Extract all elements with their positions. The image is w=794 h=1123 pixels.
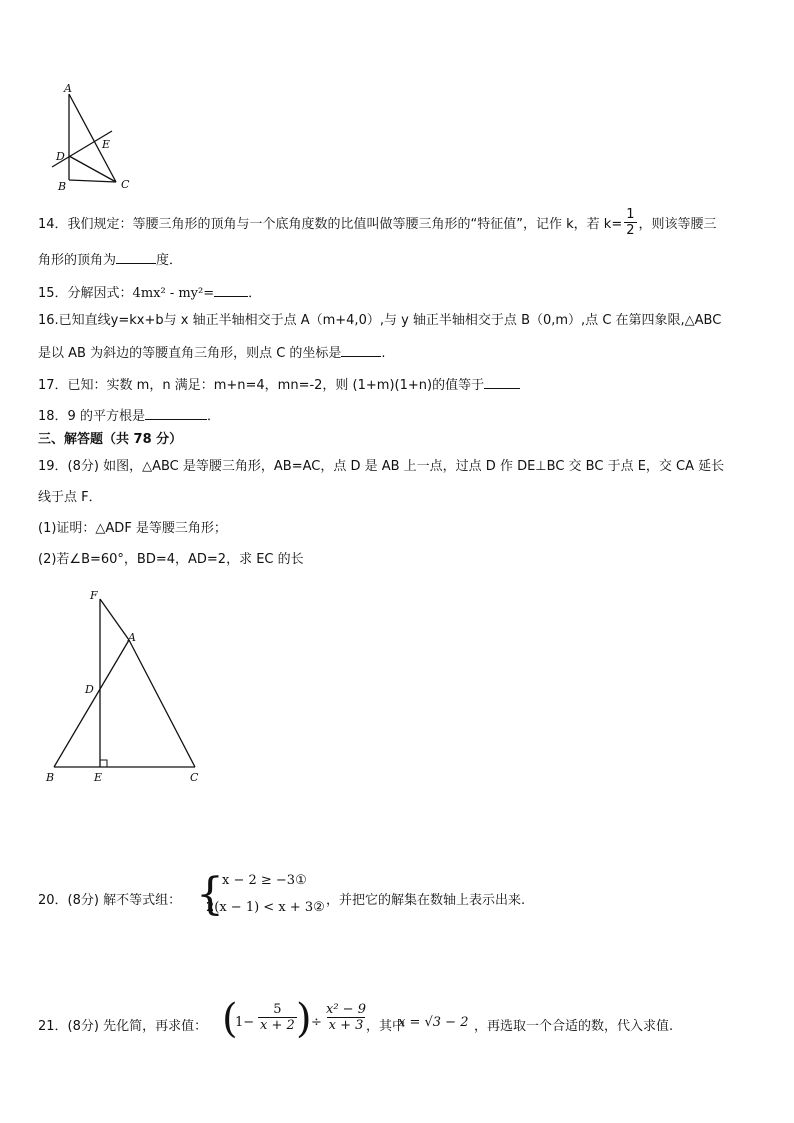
q19-part1: (1)证明：△ADF 是等腰三角形； [38, 521, 227, 536]
q21-frac1-den: x + 2 [260, 1018, 295, 1033]
question-14-line-2 [38, 250, 182, 270]
question-19-part-2 [38, 551, 304, 569]
question-16-line-2 [38, 343, 386, 363]
q19-line2: 线于点 F． [38, 490, 102, 505]
q14-text: 14．我们规定：等腰三角形的顶角与一个底角度数的比值叫做等腰三角形的“特征值”，记作 k，若 k= [38, 217, 623, 232]
q16-answer-blank [341, 343, 381, 357]
q21-x-value: x = √3 − 2 [398, 1015, 469, 1030]
fig13-label-c: C [121, 178, 130, 191]
question-18 [38, 406, 220, 426]
q14-line2-pre: 角形的顶角为 [38, 253, 117, 268]
section-3-heading [38, 431, 182, 449]
q21-paren-right: ) [296, 996, 312, 1042]
q21-frac2-num: x² − 9 [326, 1002, 366, 1017]
q20-prefix: 20．(8分) 解不等式组： [38, 893, 182, 908]
q21-fraction-2 [324, 1002, 368, 1033]
question-16-line-1 [38, 312, 721, 330]
q16-line2-post: . [381, 346, 386, 361]
q15-expr: 4mx² - my²= [132, 286, 215, 301]
q20-suffix: ，并把它的解集在数轴上表示出来. [326, 893, 526, 908]
q17-text: 17．已知：实数 m，n 满足：m+n=4，mn=-2，则 (1+m)(1+n)的值等于 [38, 378, 485, 393]
q14-tail: ，则该等腰三 [638, 217, 717, 232]
q19-part2: (2)若∠B=60°，BD=4，AD=2，求 EC 的长 [38, 552, 304, 567]
q14-frac-num: 1 [626, 207, 635, 222]
segment-fa [100, 599, 129, 640]
question-17 [38, 375, 520, 395]
q15-tail: ． [248, 286, 262, 301]
q21-fraction-1 [258, 1002, 297, 1033]
question-20 [38, 870, 778, 926]
question-14-line-1 [38, 209, 717, 240]
question-19-line-1 [38, 458, 724, 476]
q21-frac2-den: x + 3 [328, 1018, 364, 1033]
right-angle-mark [100, 760, 107, 767]
figure-19-triangle [40, 585, 210, 787]
q15-answer-blank [214, 283, 248, 297]
q18-post: ． [206, 409, 220, 424]
question-19-line-2 [38, 489, 102, 507]
fig13-label-a: A [64, 82, 72, 95]
question-21 [38, 996, 778, 1048]
q20-inequality-2: 2(x − 1) < x + 3② [206, 900, 325, 915]
q20-brace: { [196, 869, 224, 920]
fig13-label-e: E [102, 138, 111, 151]
q21-divide: ÷ [311, 1015, 322, 1030]
q21-suffix: ，再选取一个合适的数，代入求值. [474, 1019, 674, 1034]
q18-answer-blank [145, 406, 207, 420]
q21-prefix: 21．(8分) 先化简，再求值： [38, 1019, 208, 1034]
question-19-part-1 [38, 520, 227, 538]
fig19-label-c: C [190, 771, 199, 784]
fig19-label-b: B [46, 771, 55, 784]
q21-paren-left: ( [222, 996, 238, 1042]
section-3-title: 三、解答题（共 78 分） [38, 432, 183, 447]
q21-mid: ，其中 [366, 1019, 406, 1034]
fig19-label-f: F [90, 589, 98, 602]
q21-one-minus: 1− [235, 1015, 255, 1030]
fig19-label-a: A [128, 631, 136, 644]
q17-answer-blank [484, 375, 520, 389]
figure-13-triangle [44, 82, 144, 194]
q18-pre: 18．9 的平方根是 [38, 409, 145, 424]
q14-answer-blank [116, 250, 156, 264]
fig19-label-e: E [94, 771, 103, 784]
q14-fraction [624, 207, 636, 238]
q21-frac1-num: 5 [273, 1002, 282, 1017]
q16-line1: 16.已知直线y=kx+b与 x 轴正半轴相交于点 A（m+4,0）,与 y 轴正半轴相交于点 B（0,m）,点 C 在第四象限,△ABC [38, 313, 722, 328]
q15-prefix: 15．分解因式： [38, 286, 133, 301]
q20-inequality-1: x − 2 ≥ −3① [222, 873, 307, 888]
question-15 [38, 283, 261, 303]
fig13-label-b: B [58, 180, 67, 193]
fig19-label-d: D [85, 683, 94, 696]
q14-frac-den: 2 [626, 223, 635, 238]
segment-bc [69, 180, 116, 182]
segment-ba [54, 640, 129, 767]
q14-line2-post: 度． [156, 253, 183, 268]
q16-line2-pre: 是以 AB 为斜边的等腰直角三角形，则点 C 的坐标是 [38, 346, 342, 361]
fig13-label-d: D [56, 150, 65, 163]
q19-line1: 19．(8分) 如图，△ABC 是等腰三角形，AB=AC，点 D 是 AB 上一点，过点 D 作 DE⊥BC 交 BC 于点 E，交 CA 延长 [38, 459, 725, 474]
segment-ac [129, 640, 195, 767]
